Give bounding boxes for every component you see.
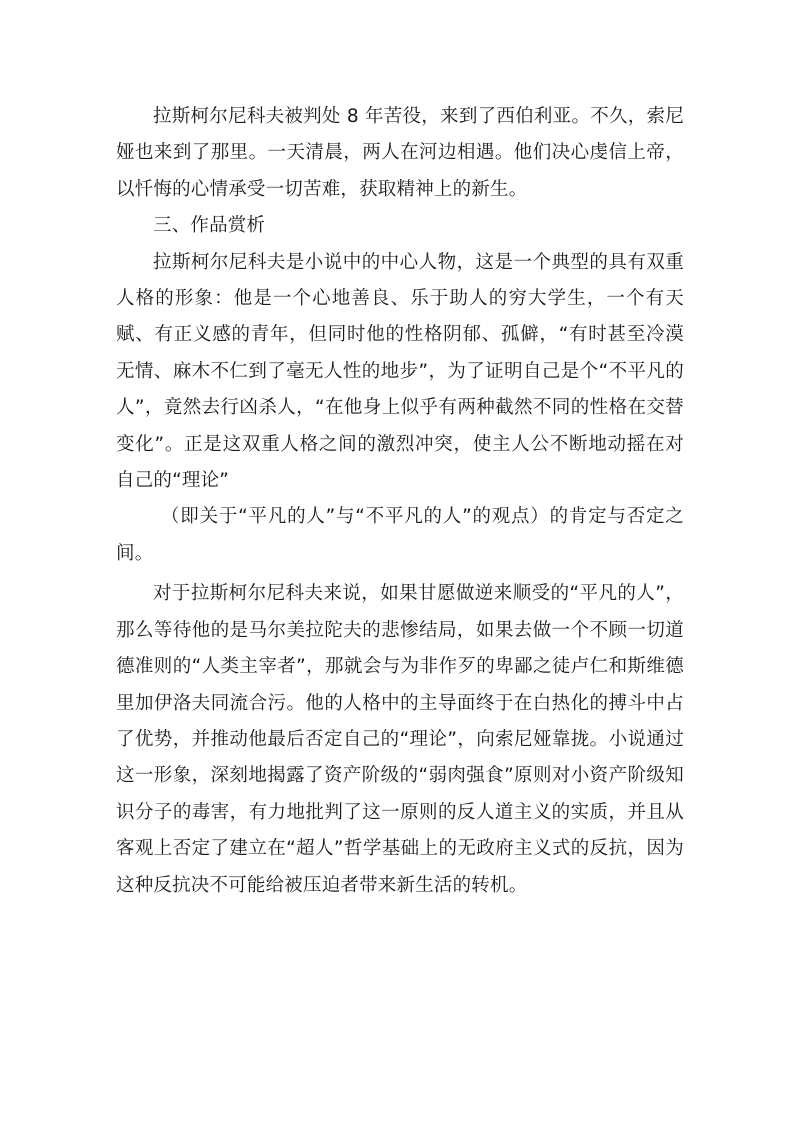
document-body: [116, 99, 684, 904]
paragraph-character-analysis: 拉斯柯尔尼科夫是小说中的中心人物，这是一个典型的具有双重人格的形象：他是一个心地善良、乐于助人的穷大学生，一个有天赋、有正义感的青年，但同时他的性格阴郁、孤僻，“有时甚至冷漠无情、麻木不仁到了毫无人性的地步”，为了证明自己是个“不平凡的人”，竟然去行凶杀人，“在他身上似乎有两种截然不同的性格在交替变化”。正是这双重人格之间的激烈冲突，使主人公不断地动摇在对自己的“理论”: [116, 251, 684, 492]
paragraph-plot-ending: 拉斯柯尔尼科夫被判处 8 年苦役，来到了西伯利亚。不久，索尼娅也来到了那里。一天清晨，两人在河边相遇。他们决心虔信上帝，以忏悔的心情承受一切苦难，获取精神上的新生。: [116, 106, 684, 200]
section-heading-appreciation: 三、作品赏析: [153, 215, 266, 237]
paragraph-significance: 对于拉斯柯尔尼科夫来说，如果甘愿做逆来顺受的“平凡的人”，那么等待他的是马尔美拉陀夫的悲惨结局，如果去做一个不顾一切道德准则的“人类主宰者”，那就会与为非作歹的卑鄙之徒卢仁和斯维德里加伊洛夫同流合污。他的人格中的主导面终于在白热化的搏斗中占了优势，并推动他最后否定自己的“理论”，向索尼娅靠拢。小说通过这一形象，深刻地揭露了资产阶级的“弱肉强食”原则对小资产阶级知识分子的毒害，有力地批判了这一原则的反人道主义的实质，并且从客观上否定了建立在“超人”哲学基础上的无政府主义式的反抗，因为这种反抗决不可能给被压迫者带来新生活的转机。: [116, 583, 684, 896]
paragraph-theory-clarification: （即关于“平凡的人”与“不平凡的人”的观点）的肯定与否定之间。: [116, 506, 684, 564]
